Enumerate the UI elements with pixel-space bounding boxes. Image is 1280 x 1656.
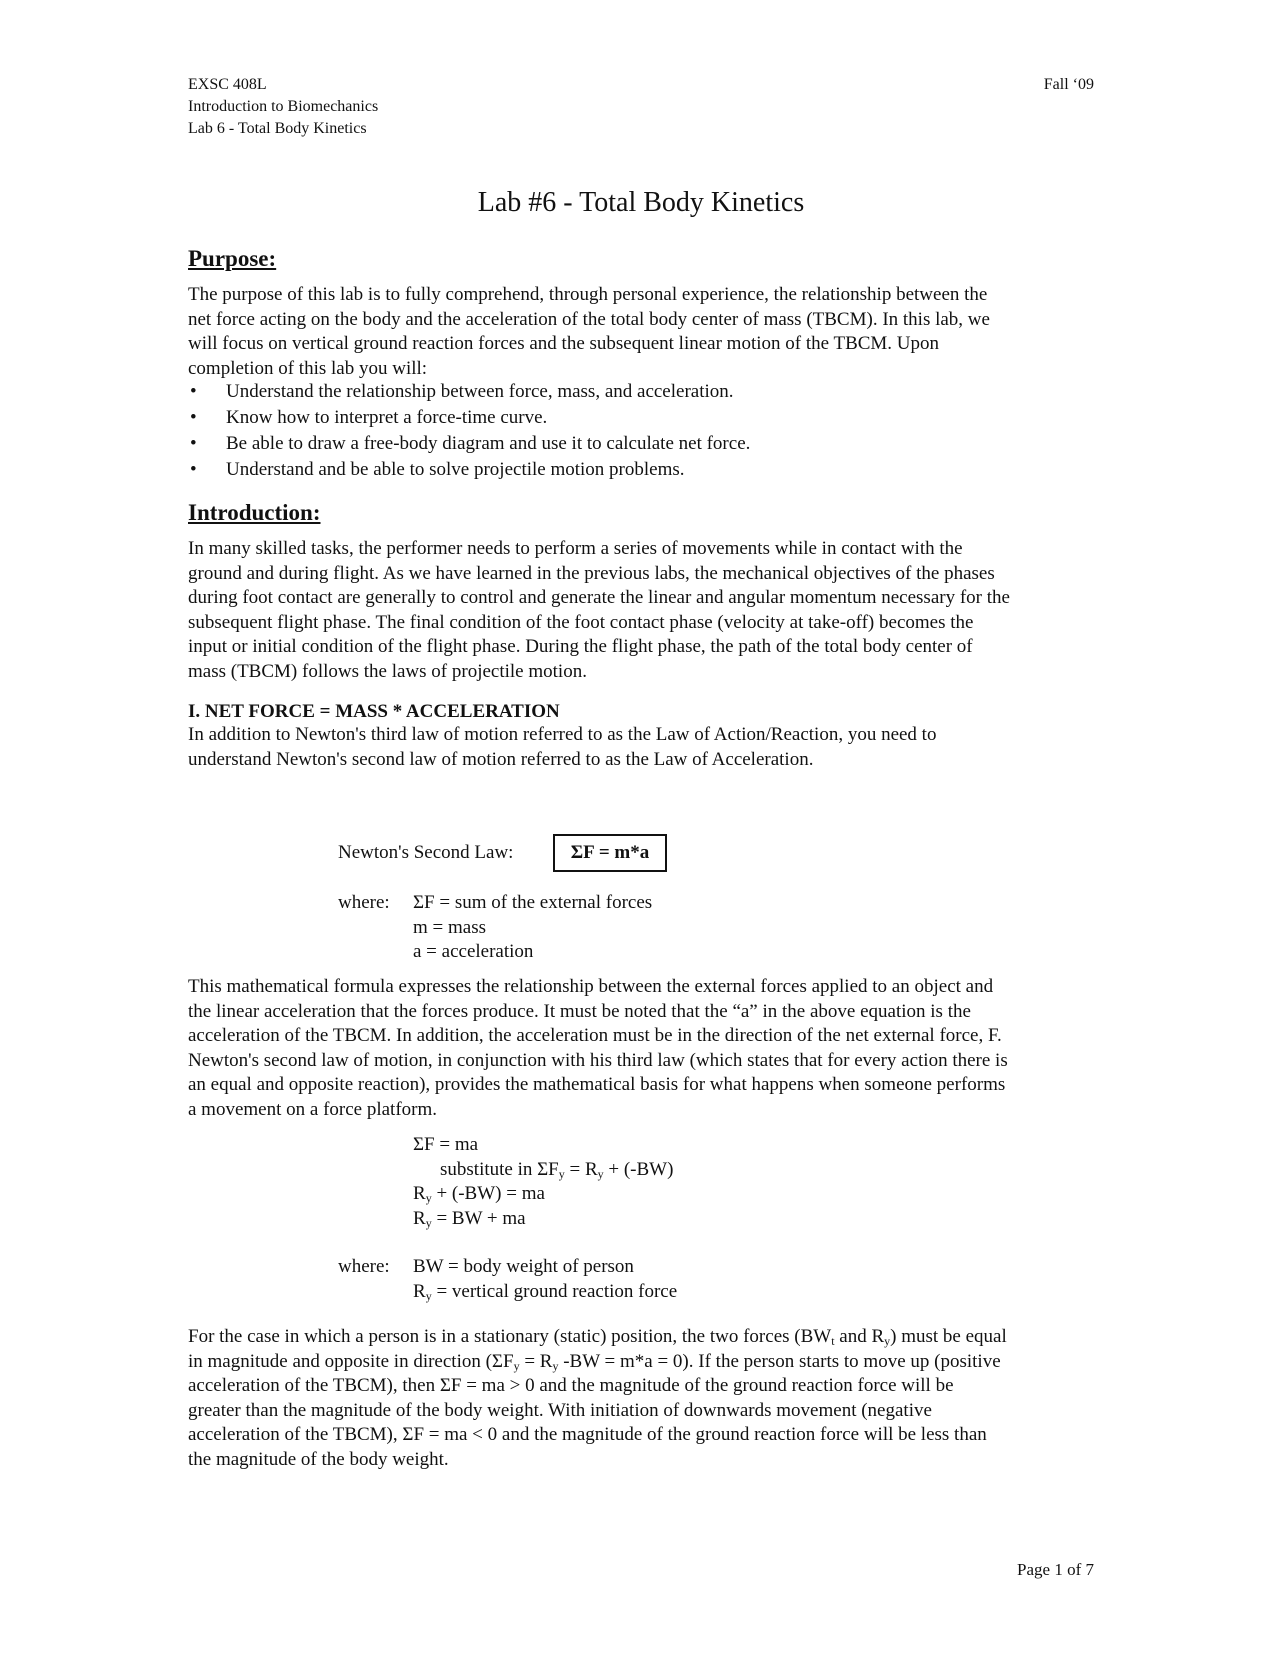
- definition-item: ΣF = sum of the external forces: [413, 892, 653, 913]
- equation-line: $R_y$ = BW + ma: [413, 1207, 526, 1230]
- explanation-line: an equal and opposite reaction), provides the mathematical basis for what happens when someone performs: [188, 1074, 1006, 1095]
- page-number: Page 1 of 7: [1017, 1560, 1094, 1579]
- list-item: • Understand and be able to solve projectile motion problems.: [188, 457, 1094, 483]
- section1-line: In addition to Newton's third law of motion referred to as the Law of Action/Reaction, you need to: [188, 724, 937, 745]
- introduction-paragraph: [188, 537, 1094, 684]
- section-heading-net-force: I. NET FORCE = MASS * ACCELERATION: [188, 701, 560, 722]
- paragraph-line: the magnitude of the body weight.: [188, 1448, 449, 1470]
- equation-line: ΣF = ma: [413, 1134, 479, 1155]
- list-item: • Understand the relationship between force, mass, and acceleration.: [188, 379, 1094, 405]
- paragraph-line: For the case in which a person is in a stationary (static) position, the two forces ($BW_t$ and $R_y$) must be equal: [188, 1326, 1007, 1348]
- definition-item: a = acceleration: [413, 941, 534, 962]
- intro-line: subsequent flight phase. The final condition of the foot contact phase (velocity at take-off) becomes the: [188, 611, 974, 633]
- purpose-paragraph: [188, 283, 1094, 381]
- page-title: Lab #6 - Total Body Kinetics: [477, 187, 805, 218]
- intro-line: during foot contact are generally to control and generate the linear and angular momentum necessary for the: [188, 587, 1010, 608]
- intro-line: In many skilled tasks, the performer needs to perform a series of movements while in contact with the: [188, 538, 963, 559]
- newton-equation-box: ΣF = m*a: [553, 834, 667, 872]
- explanation-line: the linear acceleration that the forces produce. It must be noted that the “a” in the above equation is the: [188, 1000, 971, 1022]
- definition-item: $R_y$ = vertical ground reaction force: [413, 1280, 678, 1303]
- paragraph-line: acceleration of the TBCM), ΣF = ma < 0 and the magnitude of the ground reaction force will be less than: [188, 1424, 987, 1445]
- explanation-line: a movement on a force platform.: [188, 1098, 438, 1120]
- equation-line: substitute in $\Sigma F_y = R_y + (-BW)$: [440, 1158, 674, 1181]
- equation-derivation: [413, 1133, 673, 1231]
- term-label: Fall ‘09: [1043, 76, 1094, 93]
- list-item: • Be able to draw a free-body diagram and use it to calculate net force.: [188, 431, 1094, 457]
- objectives-list: [188, 379, 1094, 483]
- purpose-line: completion of this lab you will:: [188, 357, 428, 379]
- section1-line: understand Newton's second law of motion referred to as the Law of Acceleration.: [188, 748, 814, 770]
- paragraph-line: greater than the magnitude of the body weight. With initiation of downwards movement (negative: [188, 1399, 932, 1421]
- intro-line: input or initial condition of the flight phase. During the flight phase, the path of the total body center of: [188, 636, 973, 657]
- explanation-line: This mathematical formula expresses the relationship between the external forces applied to an object and: [188, 976, 994, 997]
- purpose-line: will focus on vertical ground reaction forces and the subsequent linear motion of the TBCM. Upon: [188, 333, 940, 354]
- purpose-line: The purpose of this lab is to fully comprehend, through personal experience, the relationship between the: [188, 284, 988, 305]
- where-label: where:: [338, 892, 390, 913]
- where-label: where:: [338, 1256, 390, 1277]
- list-item: • Know how to interpret a force-time curve.: [188, 405, 1094, 431]
- purpose-heading: Purpose:: [188, 246, 277, 271]
- running-header-left: [188, 74, 378, 140]
- explanation-line: Newton's second law of motion, in conjunction with his third law (which states that for every action there is: [188, 1049, 1008, 1071]
- equation-line: $R_y + (-BW)$ = ma: [413, 1183, 545, 1205]
- course-title: Introduction to Biomechanics: [188, 98, 379, 115]
- paragraph-line: acceleration of the TBCM), then ΣF = ma > 0 and the magnitude of the ground reaction force will be: [188, 1375, 954, 1396]
- section1-explanation-paragraph: [188, 975, 1094, 1122]
- lab-subtitle: Lab 6 - Total Body Kinetics: [188, 120, 367, 137]
- introduction-heading: Introduction:: [188, 500, 321, 525]
- definition-item: m = mass: [413, 916, 486, 938]
- intro-line: mass (TBCM) follows the laws of projectile motion.: [188, 660, 587, 682]
- course-code: EXSC 408L: [188, 76, 267, 93]
- paragraph-line: in magnitude and opposite in direction ($\Sigma F_y = R_y$ -BW = m*a = 0). If the person starts to move up (positive: [188, 1350, 1001, 1373]
- static-case-paragraph: [188, 1325, 1094, 1472]
- document-page: [188, 0, 1094, 1656]
- purpose-line: net force acting on the body and the acceleration of the total body center of mass (TBCM). In this lab, we: [188, 308, 990, 330]
- intro-line: ground and during flight. As we have learned in the previous labs, the mechanical objectives of the phases: [188, 562, 995, 584]
- definition-item: BW = body weight of person: [413, 1256, 634, 1277]
- section1-intro-paragraph: [188, 723, 1094, 772]
- explanation-line: acceleration of the TBCM. In addition, the acceleration must be in the direction of the net external force, F.: [188, 1025, 1002, 1046]
- newton-law-label: Newton's Second Law:: [338, 842, 514, 863]
